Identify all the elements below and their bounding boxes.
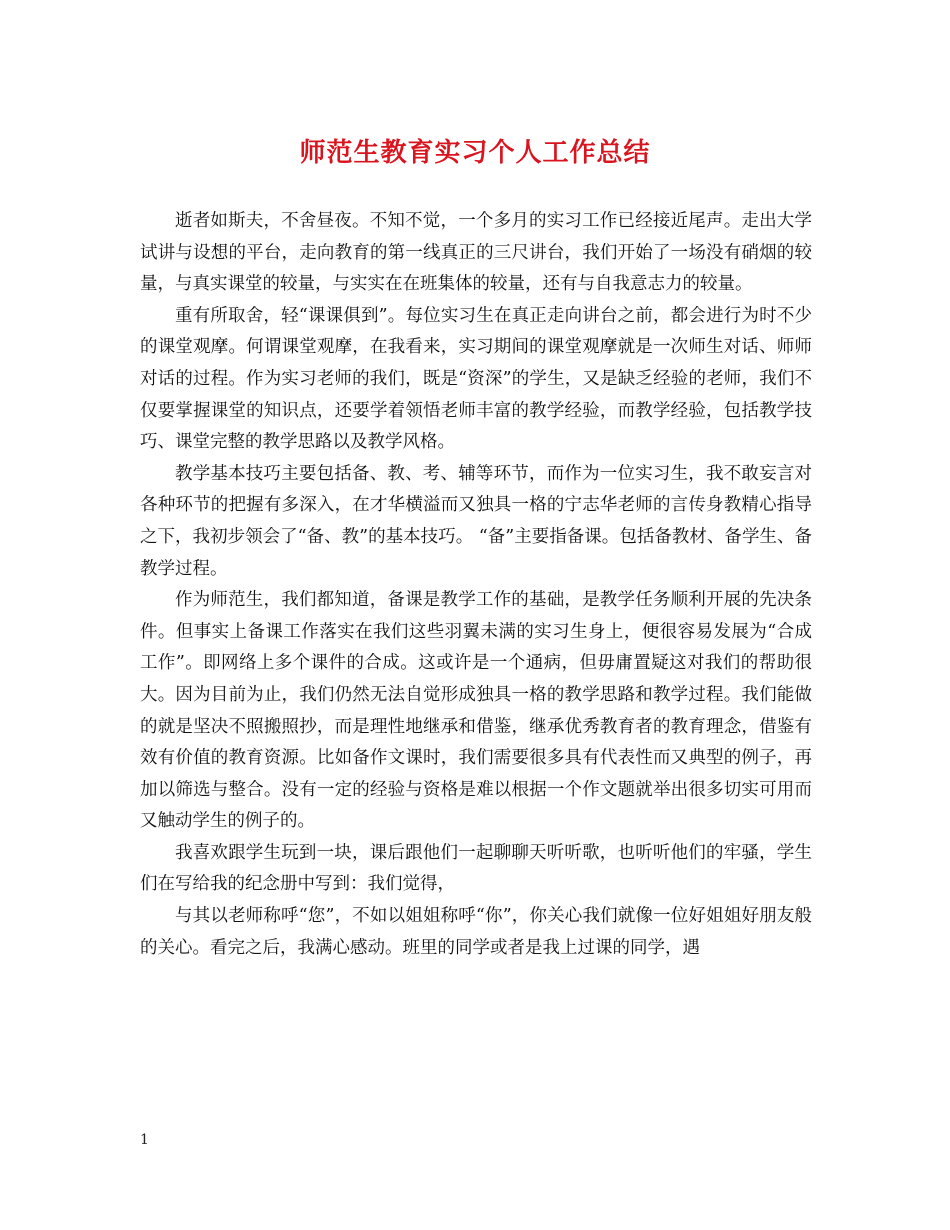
paragraph-6: 与其以老师称呼“您”，不如以姐姐称呼“你”，你关心我们就像一位好姐姐好朋友般的关心。看完之后，我满心感动。班里的同学或者是我上过课的同学，遇 (140, 906, 812, 958)
document-title: 师范生教育实习个人工作总结 (299, 138, 651, 168)
page-number: 1 (140, 1132, 149, 1148)
paragraph-3: 教学基本技巧主要包括备、教、考、辅等环节，而作为一位实习生，我不敢妄言对各种环节的把握有多深入，在才华横溢而又独具一格的宁志华老师的言传身教精心指导之下，我初步领会了“备、教”的基本技巧。 “备”主要指备课。包括备教材、备学生、备教学过程。 (140, 463, 812, 579)
paragraph-1: 逝者如斯夫，不舍昼夜。不知不觉，一个多月的实习工作已经接近尾声。走出大学试讲与设想的平台，走向教育的第一线真正的三尺讲台，我们开始了一场没有硝烟的较量，与真实课堂的较量，与实实在在班集体的较量，还有与自我意志力的较量。 (140, 211, 812, 295)
paragraph-4: 作为师范生，我们都知道，备课是教学工作的基础，是教学任务顺利开展的先决条件。但事实上备课工作落实在我们这些羽翼未满的实习生身上，便很容易发展为“合成工作”。即网络上多个课件的合成。这或许是一个通病，但毋庸置疑这对我们的帮助很大。因为目前为止，我们仍然无法自觉形成独具一格的教学思路和教学过程。我们能做的就是坚决不照搬照抄，而是理性地继承和借鉴，继承优秀教育者的教育理念，借鉴有效有价值的教育资源。比如备作文课时，我们需要很多具有代表性而又典型的例子，再加以筛选与整合。没有一定的经验与资格是难以根据一个作文题就举出很多切实可用而又触动学生的例子的。 (140, 590, 812, 832)
paragraph-5: 我喜欢跟学生玩到一块，课后跟他们一起聊聊天听听歌，也听听他们的牢骚，学生们在写给我的纪念册中写到：我们觉得， (140, 842, 812, 895)
document-body (140, 206, 812, 964)
paragraph-2: 重有所取舍，轻“课课俱到”。每位实习生在真正走向讲台之前，都会进行为时不少的课堂观摩。何谓课堂观摩，在我看来，实习期间的课堂观摩就是一次师生对话、师师对话的过程。作为实习老师的我们，既是“资深”的学生，又是缺乏经验的老师，我们不仅要掌握课堂的知识点，还要学着领悟老师丰富的教学经验，而教学经验，包括教学技巧、课堂完整的教学思路以及教学风格。 (140, 305, 812, 453)
